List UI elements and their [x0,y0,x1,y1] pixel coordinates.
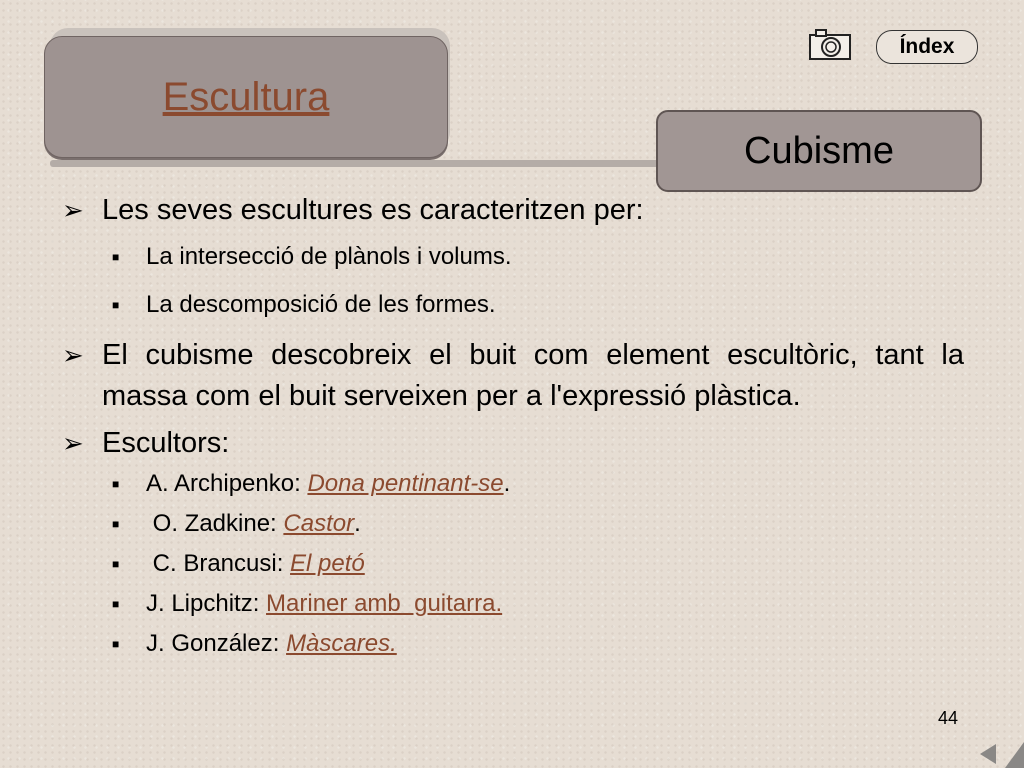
bullet-text: Escultors: [102,427,230,459]
title-box [44,36,448,158]
arrow-bullet-icon: ➢ [62,195,84,225]
sculptor-name: A. Archipenko: [146,470,308,497]
sculptor-item [62,464,964,504]
sculptor-suffix: . [354,510,361,537]
index-button[interactable]: Índex [876,30,978,64]
square-bullet-icon: ■ [112,597,120,611]
bullet-text: Les seves escultures es caracteritzen per: [102,194,644,226]
sculptor-name: O. Zadkine: [146,510,284,537]
bullet-text: El cubisme descobreix el buit com element escultòric, tant la massa com el buit serveixen per a l'expressió plàstica. [102,339,964,412]
back-arrow-icon[interactable] [980,744,996,764]
sculptor-item [62,584,964,624]
artwork-link[interactable]: Mariner amb guitarra. [266,590,503,617]
sculptor-suffix: . [503,470,511,497]
camera-icon[interactable] [808,27,852,61]
artwork-link[interactable]: Castor [283,510,355,537]
artwork-link[interactable]: Màscares. [286,630,397,657]
title-link[interactable]: Escultura [162,75,330,119]
artwork-link[interactable]: Dona pentinant-se [307,470,504,497]
sculptor-name: C. Brancusi: [146,550,291,577]
subtitle: Cubisme [744,130,894,172]
arrow-bullet-icon: ➢ [62,340,84,370]
bullet-cubism [62,335,964,417]
title-rule [50,160,670,167]
next-corner-button[interactable] [1005,742,1024,768]
bullet-characteristics [62,190,964,231]
square-bullet-icon: ■ [112,517,120,531]
sub-bullet-text: La descomposició de les formes. [146,291,496,318]
sub-bullet-text: La intersecció de plànols i volums. [146,243,512,270]
square-bullet-icon: ■ [112,250,120,264]
sculptor-item [62,624,964,664]
square-bullet-icon: ■ [112,298,120,312]
subtitle-box [656,110,982,192]
page-number: 44 [938,708,959,728]
artwork-link[interactable]: El petó [290,550,365,577]
slide-content [62,190,964,664]
sculptor-item [62,504,964,544]
sculptor-name: J. Lipchitz: [146,590,267,617]
square-bullet-icon: ■ [112,557,120,571]
sub-bullet-item [62,237,964,277]
bullet-sculptors [62,423,964,464]
arrow-bullet-icon: ➢ [62,428,84,458]
sculptor-item [62,544,964,584]
square-bullet-icon: ■ [112,477,120,491]
square-bullet-icon: ■ [112,637,120,651]
sculptor-name: J. González: [146,630,287,657]
sub-bullet-item [62,285,964,325]
